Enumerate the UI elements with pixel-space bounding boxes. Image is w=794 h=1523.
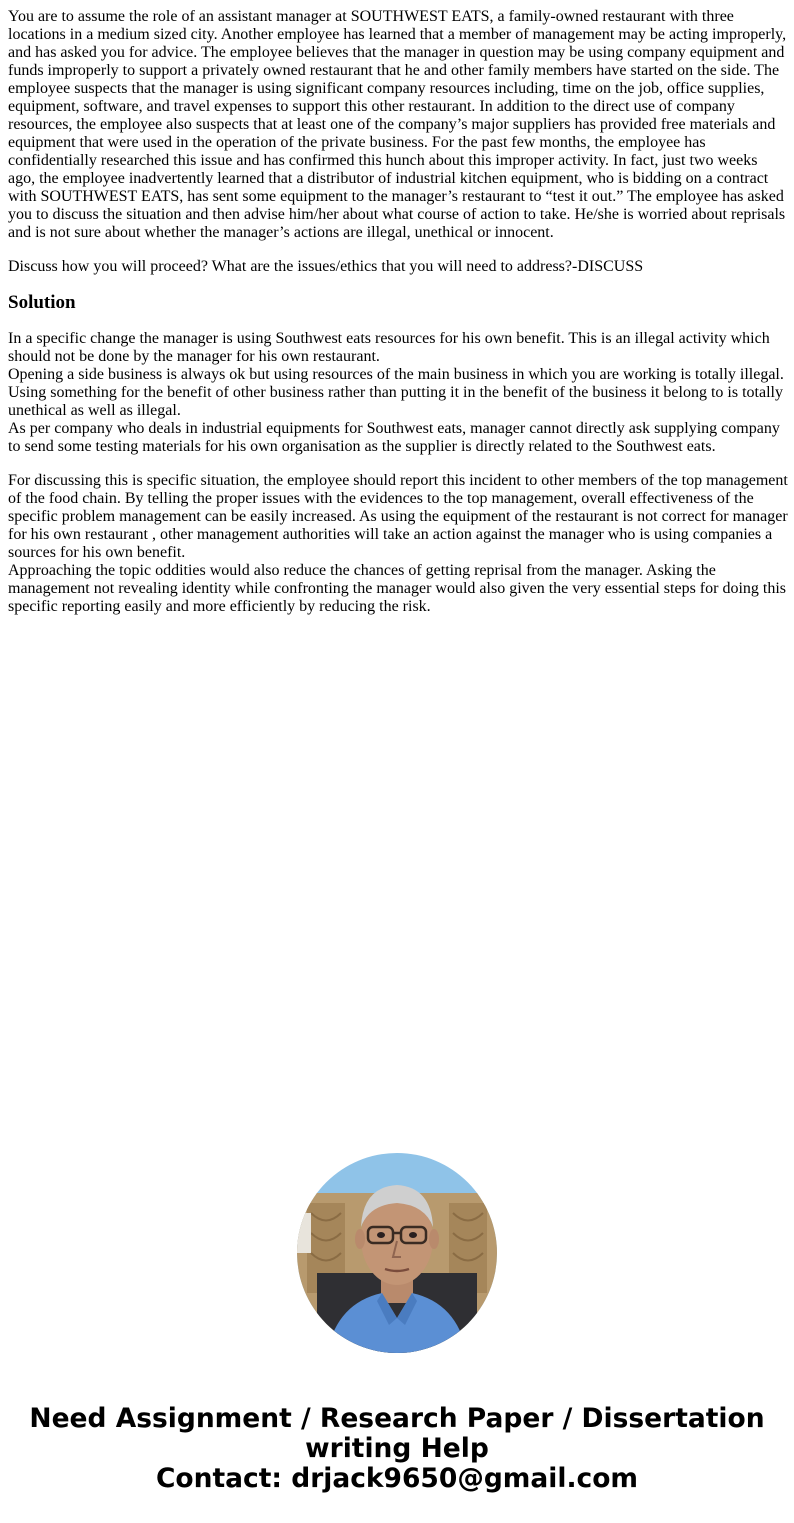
promo-banner [0, 1404, 794, 1494]
promo-line-2: writing Help [305, 1433, 489, 1464]
tutor-portrait-image [297, 1153, 497, 1353]
question-prompt: Discuss how you will proceed? What are the issues/ethics that you will need to address?-DISCUSS [8, 258, 644, 275]
tutor-avatar [297, 1153, 497, 1353]
solution-line: For discussing this is specific situation, the employee should report this incident to other members of the top management of the food chain. By telling the proper issues with the evidences to the top management, overall effectiveness of the specific problem management can be easily increased. As using the equipment of the restaurant is not correct for manager for his own restaurant , other management authorities will take an action against the manager who is using companies a sources for his own benefit. [8, 472, 788, 561]
solution-paragraph-2 [8, 472, 788, 616]
promo-line-1: Need Assignment / Research Paper / Dissertation [29, 1403, 765, 1434]
solution-line: Approaching the topic oddities would also reduce the chances of getting reprisal from the manager. Asking the management not revealing identity while confronting the manager would also given the very essential steps for doing this specific reporting easily and more efficiently by reducing the risk. [8, 562, 787, 615]
solution-line: Opening a side business is always ok but using resources of the main business in which you are working is totally illegal. Using something for the benefit of other business rather than putting it in the benefit of the business it belong to is totally unethical as well as illegal. [8, 366, 784, 419]
solution-line: In a specific change the manager is using Southwest eats resources for his own benefit. This is an illegal activity which should not be done by the manager for his own restaurant. [8, 330, 770, 365]
solution-line: As per company who deals in industrial equipments for Southwest eats, manager cannot directly ask supplying company to send some testing materials for his own organisation as the supplier is directly related to the Southwest eats. [8, 420, 780, 455]
solution-heading: Solution [8, 292, 76, 313]
document-body [8, 8, 788, 632]
solution-paragraph-1 [8, 330, 788, 456]
question-scenario: You are to assume the role of an assistant manager at SOUTHWEST EATS, a family-owned restaurant with three locations in a medium sized city. Another employee has learned that a member of management may be acting improperly, and has asked you for advice. The employee believes that the manager in question may be using company equipment and funds improperly to support a privately owned restaurant that he and other family members have started on the side. The employee suspects that the manager is using significant company resources including, time on the job, office supplies, equipment, software, and travel expenses to support this other restaurant. In addition to the direct use of company resources, the employee also suspects that at least one of the company’s major suppliers has provided free materials and equipment that were used in the operation of the private business. For the past few months, the employee has confidentially researched this issue and has confirmed this hunch about this improper activity. In fact, just two weeks ago, the employee inadvertently learned that a distributor of industrial kitchen equipment, who is bidding on a contract with SOUTHWEST EATS, has sent some equipment to the manager’s restaurant to “test it out.” The employee has asked you to discuss the situation and then advise him/her about what course of action to take. He/she is worried about reprisals and is not sure about whether the manager’s actions are illegal, unethical or innocent. [8, 8, 787, 241]
promo-contact: Contact: drjack9650@gmail.com [155, 1463, 639, 1494]
